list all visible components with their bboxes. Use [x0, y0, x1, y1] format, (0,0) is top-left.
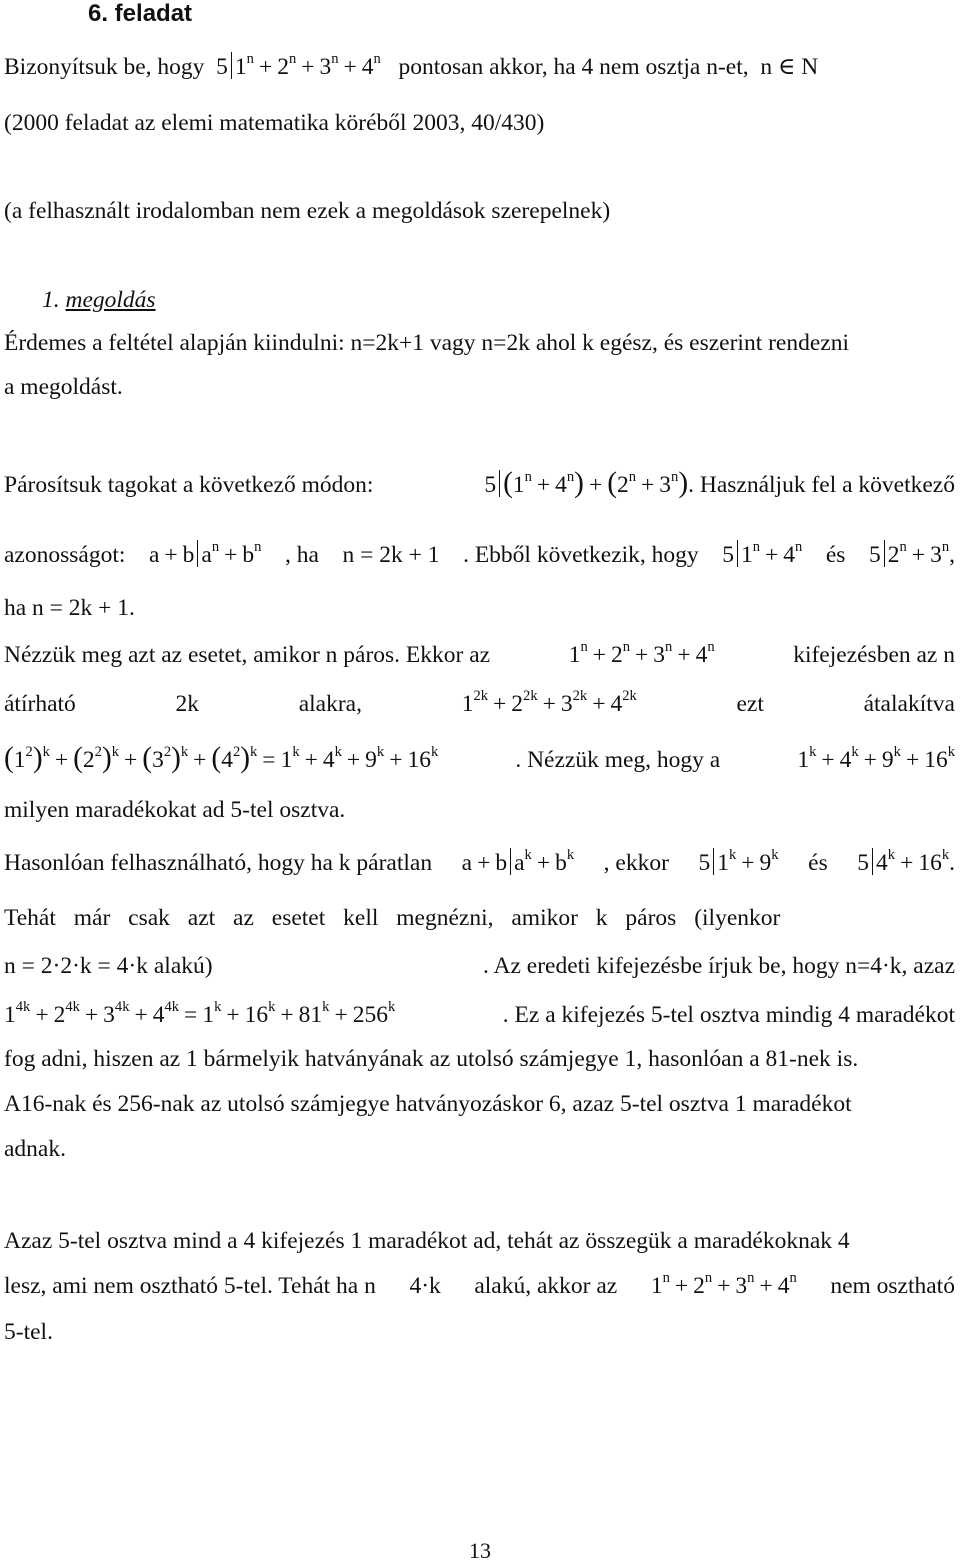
four-k-formula: $1^{4k} + 2^{4k} + 3^{4k} + 4^{4k} = 1^k + 16^k + 81^k + 256^k$: [4, 999, 396, 1028]
rewrite-formula: $1^{2k} + 2^{2k} + 3^{2k} + 4^{2k}$: [461, 688, 637, 717]
paragraph-3-line-1: [4, 639, 955, 668]
identity-condition: n = 2k + 1: [342, 541, 440, 568]
paragraph-1-line-1: Érdemes a feltétel alapján kiindulni: n=2k+1 vagy n=2k ahol k egész, és eszerint rendezni: [4, 330, 850, 356]
divides-formula-1: 5 $1^n + 4^n$: [722, 538, 803, 568]
four-k-remainder: . Ez a kifejezés 5-tel osztva mindig 4 maradékot: [502, 1002, 955, 1028]
even-k-substitute: . Az eredeti kifejezésbe írjuk be, hogy n=4·k, azaz: [483, 953, 955, 979]
powers-formula: $1^k + 4^k + 9^k + 16^k$: [797, 744, 955, 773]
conclusion-post: nem osztható: [830, 1273, 955, 1299]
identity-if: , ha: [284, 541, 319, 568]
rewrite-b: 2k: [175, 691, 199, 717]
paragraph-5-line-5: A16-nak és 256-nak az utolsó számjegye hatványozáskor 6, azaz 5-tel osztva 1 maradékot: [4, 1091, 852, 1117]
paragraph-3-line-4: milyen maradékokat ad 5-tel osztva.: [4, 797, 346, 823]
even-k-text: Tehát már csak azt az esetet kell megnézni, amikor k páros (ilyenkor: [4, 905, 781, 931]
paragraph-5-line-2: [4, 955, 955, 979]
task-nset: n ∈ N: [760, 53, 819, 80]
conclusion-formula: $1^n + 2^n + 3^n + 4^n$: [650, 1270, 797, 1299]
paragraph-3-line-2: [4, 688, 955, 717]
source-note: (2000 feladat az elemi matematika köréből 2003, 40/430): [4, 110, 545, 136]
paragraph-6-line-1: Azaz 5-tel osztva mind a 4 kifejezés 1 maradékot ad, tehát az összegük a maradékoknak 4: [4, 1228, 850, 1254]
odd-k-divides-1: 5 $1^k + 9^k$: [698, 846, 779, 876]
paragraph-3-line-3: [4, 742, 955, 774]
solution-number: 1.: [42, 287, 60, 313]
paragraph-2-line-1: [4, 466, 955, 499]
solution-label: megoldás: [65, 287, 156, 313]
page-number: 13: [469, 1538, 491, 1563]
even-case-text: Nézzük meg azt az esetet, amikor n páros. Ekkor az: [4, 642, 491, 668]
even-case-post: kifejezésben az n: [793, 642, 955, 668]
paragraph-5-line-1: [4, 907, 955, 931]
pairing-post: . Használjuk fel a következő: [688, 471, 955, 498]
conclusion-four-k: 4·k: [409, 1273, 441, 1299]
odd-k-divides-2: 5 $4^k + 16^k$.: [857, 846, 955, 876]
conclusion-pre: lesz, ami nem osztható 5-tel. Tehát ha n: [4, 1273, 376, 1299]
paragraph-4: [4, 848, 955, 875]
task-statement: [4, 52, 955, 79]
paragraph-6-line-2: [4, 1270, 955, 1299]
solution-header: [42, 289, 960, 313]
rewrite-a: átírható: [4, 691, 76, 717]
task-post: pontosan akkor, ha 4 nem osztja n-et,: [398, 53, 749, 80]
rewrite-e: átalakítva: [863, 691, 955, 717]
odd-k-identity: a + b $a^k + b^k$: [461, 846, 575, 876]
odd-k-text: Hasonlóan felhasználható, hogy ha k páratlan: [4, 849, 433, 876]
rewrite-d: ezt: [736, 691, 764, 717]
transform-post: . Nézzük meg, hogy a: [515, 747, 721, 773]
identity-label: azonosságot:: [4, 541, 126, 568]
task-formula: 5 $1^n + 2^n + 3^n + 4^n$: [210, 50, 381, 80]
paragraph-5-line-3: [4, 999, 955, 1028]
odd-k-then: , ekkor: [603, 849, 669, 876]
identity-consequence: . Ebből következik, hogy: [463, 541, 699, 568]
even-k-formula: n = 2·2·k = 4·k alakú): [4, 953, 213, 979]
divides-formula-2: 5 $2^n + 3^n$,: [869, 538, 955, 568]
identity-and: és: [825, 541, 846, 568]
page-heading: 6. feladat: [88, 0, 193, 27]
conclusion-mid: alakú, akkor az: [474, 1273, 618, 1299]
literature-note: (a felhasznált irodalomban nem ezek a megoldások szerepelnek): [4, 198, 611, 224]
paragraph-2-line-2: [4, 540, 955, 567]
paragraph-5-line-4: fog adni, hiszen az 1 bármelyik hatványának az utolsó számjegye 1, hasonlóan a 81-nek is.: [4, 1046, 859, 1072]
identity-formula: a + b $a^n + b^n$: [148, 538, 262, 568]
even-case-formula: $1^n + 2^n + 3^n + 4^n$: [568, 639, 715, 668]
rewrite-c: alakra,: [298, 691, 362, 717]
task-pre: Bizonyítsuk be, hogy: [4, 53, 205, 80]
paragraph-2-line-3: ha n = 2k + 1.: [4, 595, 135, 621]
odd-k-and: és: [808, 849, 828, 876]
transform-formula: $(1^2)^k + (2^2)^k + (3^2)^k + (4^2)^k = 1^k + 4^k + 9^k + 16^k$: [4, 742, 439, 774]
pairing-formula: 5 $(1^n + 4^n) + (2^n + 3^n)$. Használjuk fel a következő: [484, 466, 955, 499]
pairing-text: Párosítsuk tagokat a következő módon:: [4, 471, 374, 498]
paragraph-5-line-6: adnak.: [4, 1136, 66, 1162]
paragraph-6-line-3: 5-tel.: [4, 1319, 53, 1345]
paragraph-1-line-2: a megoldást.: [4, 374, 123, 400]
